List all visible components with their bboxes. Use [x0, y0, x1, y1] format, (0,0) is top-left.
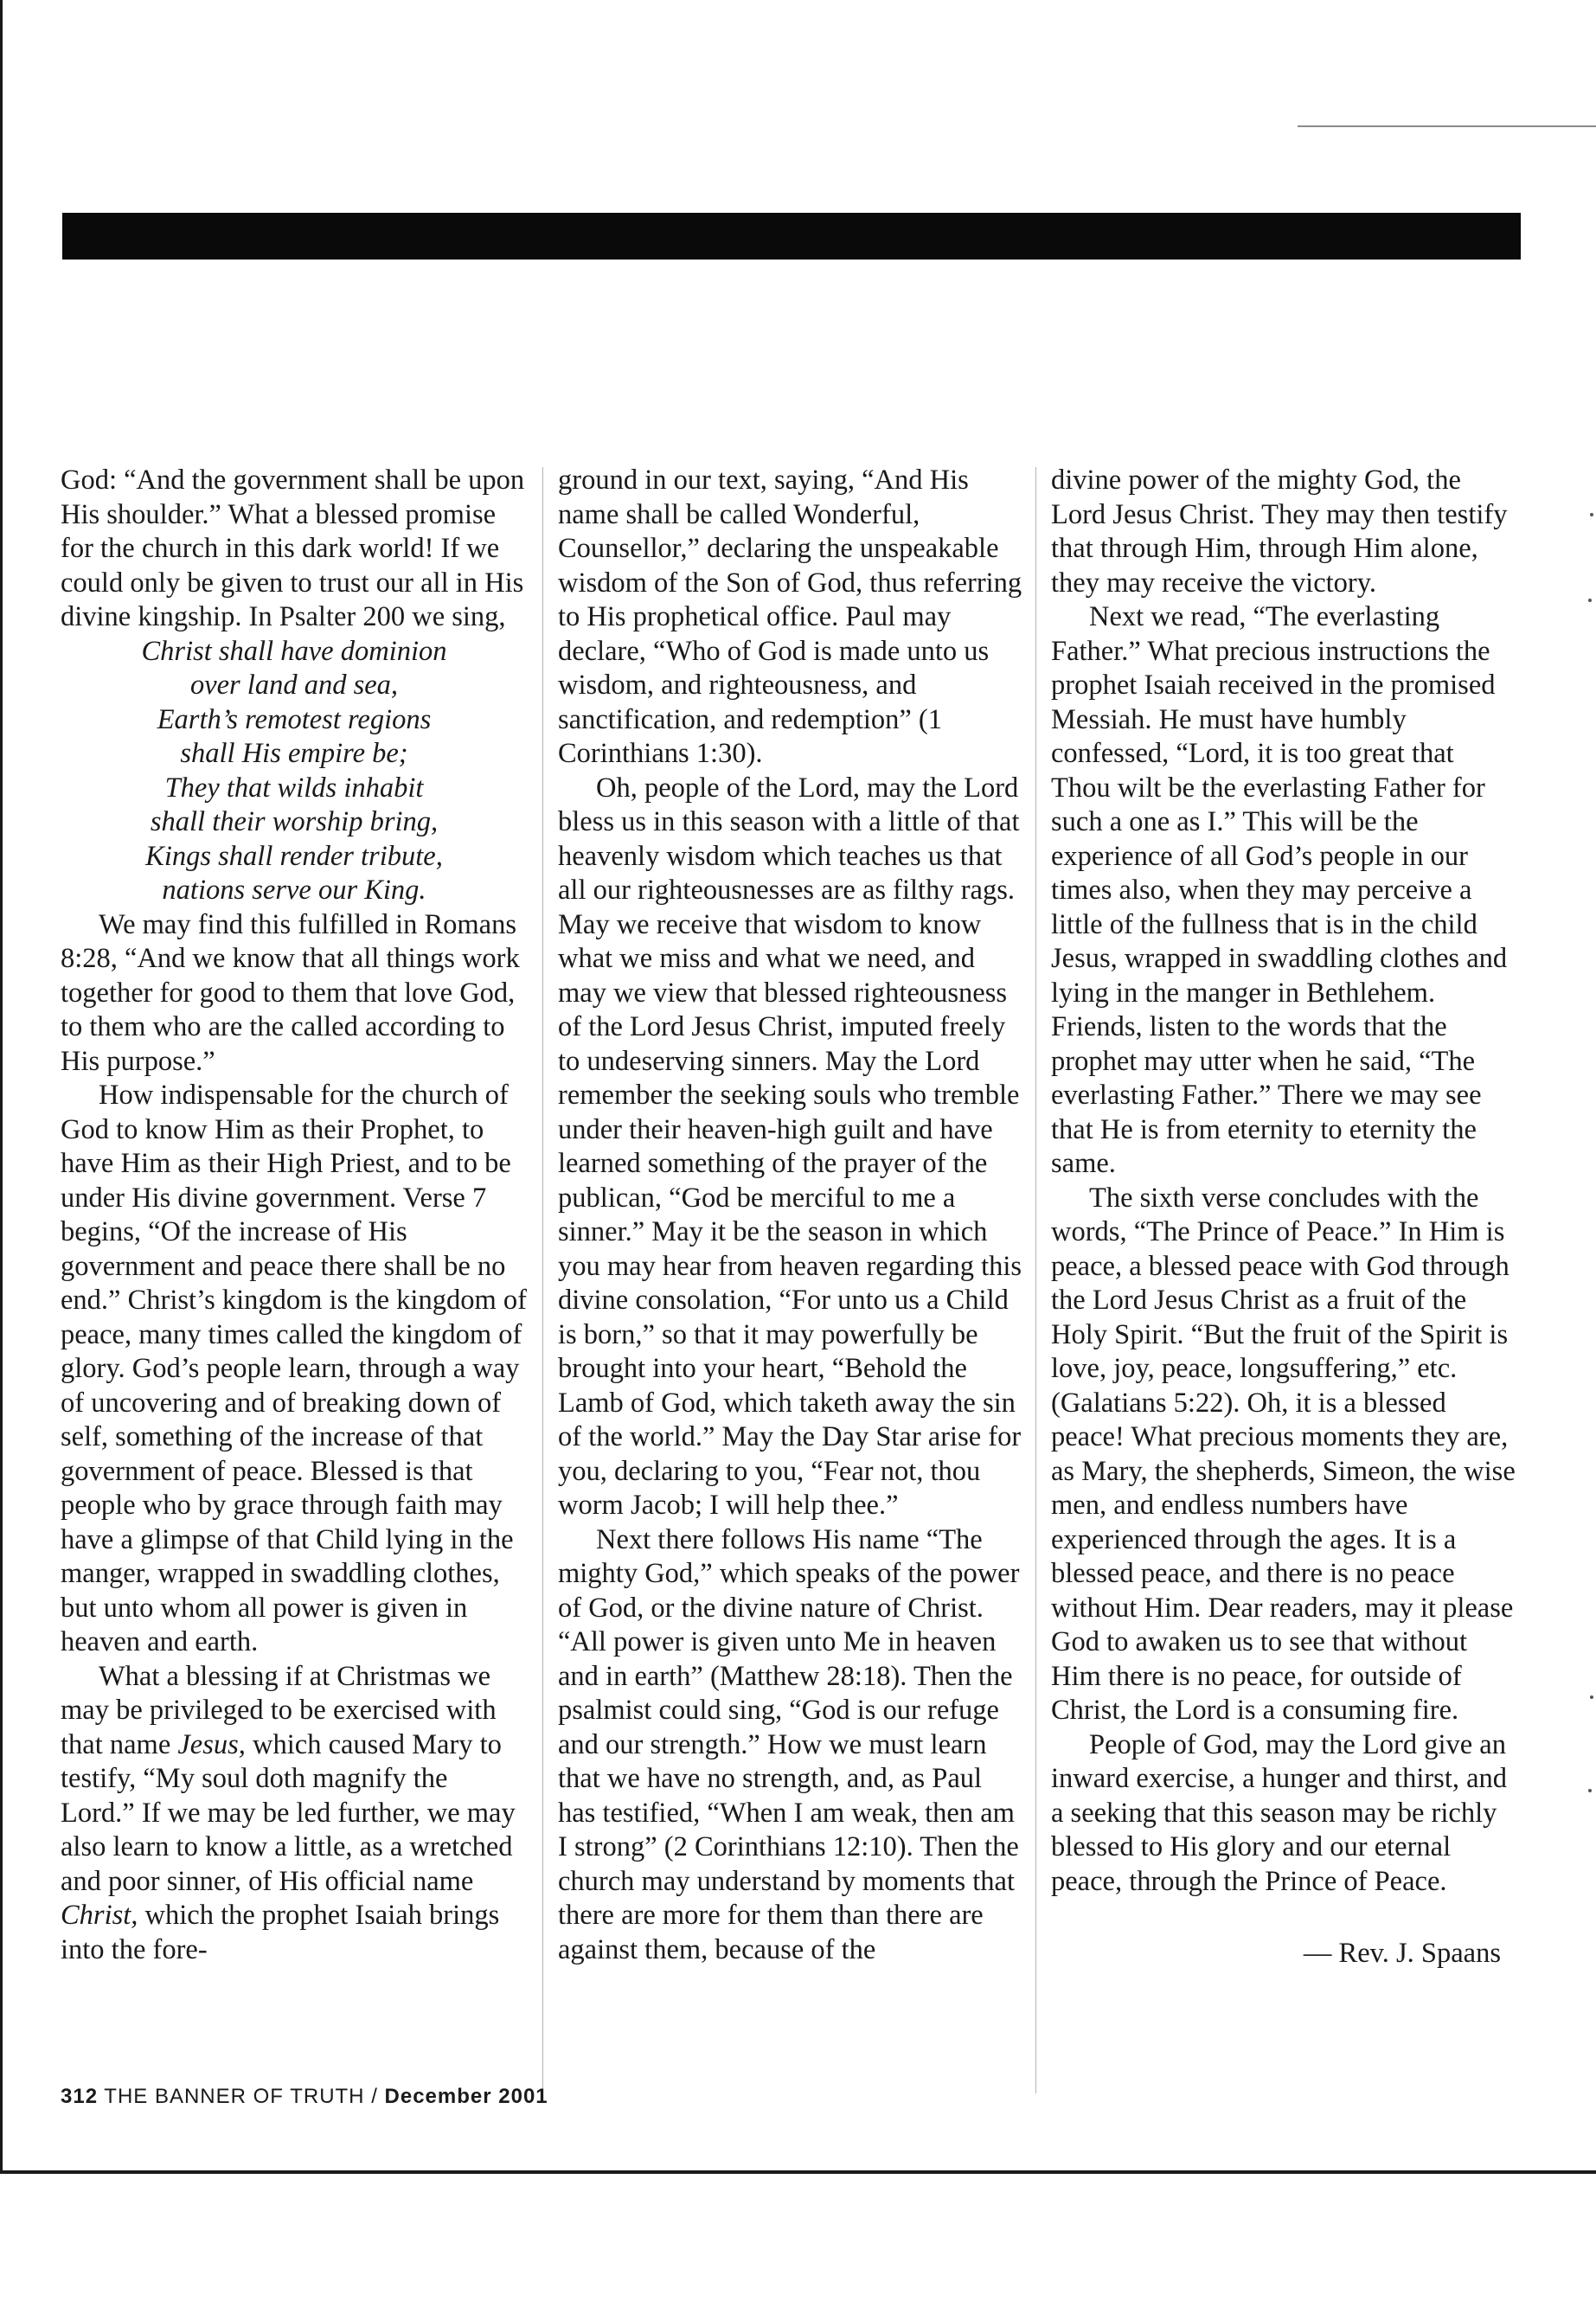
col3-paragraph-1: divine power of the mighty God, the Lord Jesus Christ. They may then testify that through Him, through Him alone, they may receive the victory. [1051, 465, 1508, 599]
page-footer [61, 2085, 548, 2109]
poem-line: Kings shall render tribute, [145, 840, 443, 872]
poem-line: shall His empire be; [180, 738, 408, 769]
top-rule [1298, 125, 1596, 127]
col2-paragraph-2: Oh, people of the Lord, may the Lord bless us in this season with a little of that heavenly wisdom which teaches us that all our righteousnesses are as filthy rags. May we receive that wisdom to know what we miss and what we need, and may we view that blessed righteousness of the Lord Jesus Christ, imputed freely to undeserving sinners. May the Lord remember the seeking souls who tremble under their heaven-high guilt and have learned something of the prayer of the publican, “God be merciful to me a sinner.” May it be the season in which you may hear from heaven regarding this divine consolation, “For unto us a Child is born,” so that it may powerfully be brought into your heart, “Behold the Lamb of God, which taketh away the sin of the world.” May the Day Star arise for you, declaring to you, “Fear not, thou worm Jacob; I will help thee.” [558, 772, 1022, 1521]
column-2 [558, 464, 1025, 1967]
psalter-poem [61, 635, 528, 908]
scan-speck [1590, 1695, 1593, 1699]
publication-name: THE BANNER OF TRUTH [104, 2085, 365, 2108]
header-black-bar [62, 213, 1521, 260]
poem-line: nations serve our King. [162, 875, 426, 906]
col3-paragraph-2: Next we read, “The everlasting Father.” What precious instructions the prophet Isaiah received in the promised Messiah. He must have humbly confessed, “Lord, it is too great that Thou wilt be the everlasting Father for such a one as I.” This will be the experience of all God’s people in our times also, when they may perceive a little of the fullness that is in the child Jesus, wrapped in swaddling clothes and lying in the manger in Bethlehem. Friends, listen to the words that the prophet may utter when he said, “The everlasting Father.” There we may see that He is from eternity to eternity the same. [1051, 601, 1508, 1179]
col2-paragraph-3: Next there follows His name “The mighty God,” which speaks of the power of God, or the divine nature of Christ. “All power is given unto Me in heaven and in earth” (Matthew 28:18). Then the psalmist could sing, “God is our refuge and our strength.” How we must learn that we have no strength, and, as Paul has testified, “When I am weak, then am I strong” (2 Corinthians 12:10). Then the church may understand by moments that there are more for them than there are against them, because of the [558, 1523, 1020, 1965]
poem-line: over land and sea, [189, 670, 399, 701]
scan-speck [1588, 599, 1592, 602]
col1-p4-text-a: What a blessing if at Christmas we may be privileged to be exercised with that name [61, 1660, 497, 1760]
col1-p4-emphasis-christ: Christ, [61, 1900, 138, 1931]
col3-paragraph-4: People of God, may the Lord give an inward exercise, a hunger and thirst, and a seeking that this season may be richly blessed to His glory and our eternal peace, through the Prince of Peace. [1051, 1728, 1508, 1897]
column-divider-1 [542, 467, 543, 2093]
col1-paragraph-4 [61, 1660, 528, 1968]
col1-paragraph-2: We may find this fulfilled in Romans 8:28, “And we know that all things work together for good to them that love God, to them who are the called according to His purpose.” [61, 908, 520, 1077]
issue-date: December 2001 [384, 2085, 548, 2108]
poem-line: shall their worship bring, [150, 806, 439, 837]
col1-p4-text-c: which the prophet Isaiah brings into the fore- [61, 1900, 500, 1965]
footer-separator: / [371, 2085, 378, 2108]
col3-paragraph-3: The sixth verse concludes with the words, “The Prince of Peace.” In Him is peace, a blessed peace with God through the Lord Jesus Christ as a fruit of the Holy Spirit. “But the fruit of the Spirit is love, joy, peace, longsuffering,” etc. (Galatians 5:22). Oh, it is a blessed peace! What precious moments they are, as Mary, the shepherds, Simeon, the wise men, and endless numbers have experienced through the ages. It is a blessed peace, and there is no peace without Him. Dear readers, may it please God to awaken us to see that without Him there is no peace, for outside of Christ, the Lord is a consuming fire. [1051, 1182, 1516, 1726]
author-signature: — Rev. J. Spaans [1303, 1938, 1501, 1969]
column-1 [61, 464, 528, 1967]
page-number: 312 [61, 2085, 99, 2108]
col1-paragraph-1: God: “And the government shall be upon His shoulder.” What a blessed promise for the church in this dark world! If we could only be given to trust our all in His divine kingship. In Psalter 200 we sing, [61, 465, 525, 632]
column-3 [1051, 464, 1518, 1971]
poem-line: They that wilds inhabit [164, 772, 424, 804]
col1-p4-text-b: which caused Mary to testify, “My soul doth magnify the Lord.” If we may be led further, we may also learn to know a little, as a wretched and poor sinner, of His official name [61, 1728, 516, 1897]
column-divider-2 [1035, 467, 1036, 2093]
bottom-rule [0, 2170, 1596, 2174]
col2-paragraph-1: ground in our text, saying, “And His name shall be called Wonderful, Counsellor,” declaring the unspeakable wisdom of the Son of God, thus referring to His prophetical office. Paul may declare, “Who of God is made unto us wisdom, and righteousness, and sanctification, and redemption” (1 Corinthians 1:30). [558, 465, 1022, 769]
poem-line: Christ shall have dominion [141, 635, 447, 667]
col1-paragraph-3: How indispensable for the church of God to know Him as their Prophet, to have Him as their High Priest, and to be under His divine government. Verse 7 begins, “Of the increase of His government and peace there shall be no end.” Christ’s kingdom is the kingdom of peace, many times called the kingdom of glory. God’s people learn, through a way of uncovering and of breaking down of self, something of the increase of that government of peace. Blessed is that people who by grace through faith may have a glimpse of that Child lying in the manger, wrapped in swaddling clothes, but unto whom all power is given in heaven and earth. [61, 1080, 527, 1657]
scan-speck [1588, 1789, 1592, 1792]
poem-line: Earth’s remotest regions [157, 703, 432, 735]
col1-p4-emphasis-jesus: Jesus, [177, 1728, 246, 1760]
scan-speck [1590, 513, 1593, 516]
page-left-edge [0, 0, 3, 2171]
